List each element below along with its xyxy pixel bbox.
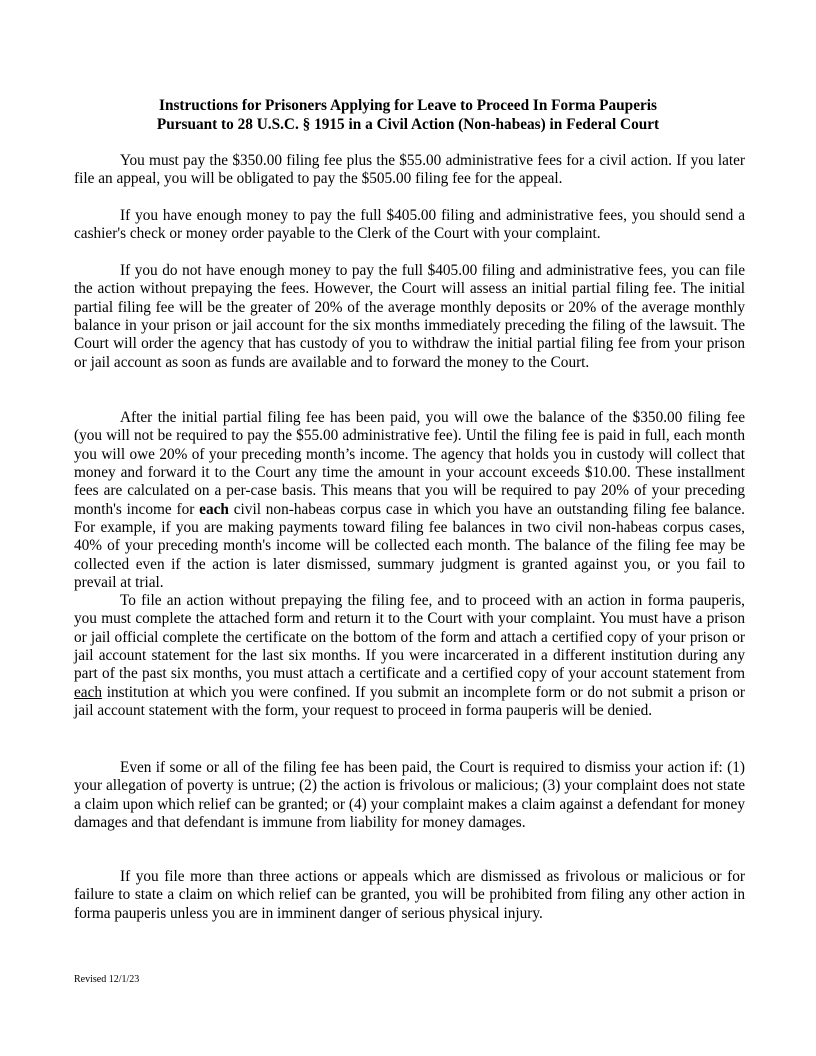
paragraph-full-payment: If you have enough money to pay the full $405.00 filing and administrative fees, you should send a cashier's check or money order payable to the Clerk of the Court with your complaint.: [74, 207, 745, 243]
paragraph-initial-partial-fee: If you do not have enough money to pay the full $405.00 filing and administrative fees, you can file the action without prepaying the fees. However, the Court will assess an initial partial filing fee. The initial partial filing fee will be the greater of 20% of the average monthly deposits or 20% of the average monthly balance in your prison or jail account for the six months immediately preceding the filing of the lawsuit. The Court will order the agency that has custody of you to withdraw the initial partial filing fee from your prison or jail account as soon as funds are available and to forward the money to the Court.: [74, 262, 745, 371]
text: institution at which you were confined. If you submit an incomplete form or do not submit a prison or jail account statement with the form, your request to proceed in forma pauperis will be denied.: [74, 683, 745, 720]
text: civil non-habeas corpus case in which you have an outstanding filing fee balance. For example, if you are making payments toward filing fee balances in two civil non-habeas corpus cases, 40% of your preceding month's income will be collected each month. The balance of the filing fee may be collected even if the action is later dismissed, summary judgment is granted against you, or you fail to prevail at trial.: [74, 500, 745, 592]
paragraph-three-strikes: If you file more than three actions or appeals which are dismissed as frivolous or malicious or for failure to state a claim on which relief can be granted, you will be prohibited from filing any other action in forma pauperis unless you are in imminent danger of serious physical injury.: [74, 868, 745, 922]
text: To file an action without prepaying the filing fee, and to proceed with an action in forma pauperis, you must complete the attached form and return it to the Court with your complaint. You must have a prison or jail official complete the certificate on the bottom of the form and attach a certified copy of your prison or jail account statement for the last six months. If you were incarcerated in a different institution during any part of the past six months, you must attach a certificate and a certified copy of your account statement from: [74, 592, 745, 683]
emphasis-each: each: [199, 500, 229, 518]
paragraph-dismissal: Even if some or all of the filing fee has been paid, the Court is required to dismiss your action if: (1) your allegation of poverty is untrue; (2) the action is frivolous or malicious; (3) your complaint does not state a claim upon which relief can be granted; or (4) your complaint makes a claim against a defendant for money damages and that defendant is immune from liability for money damages.: [74, 759, 745, 832]
paragraph-how-to-file: [74, 592, 745, 720]
revision-date: Revised 12/1/23: [74, 974, 140, 985]
paragraph-filing-fee: You must pay the $350.00 filing fee plus the $55.00 administrative fees for a civil action. If you later file an appeal, you will be obligated to pay the $505.00 filing fee for the appeal.: [74, 152, 745, 188]
text: After the initial partial filing fee has been paid, you will owe the balance of the $350.00 filing fee (you will not be required to pay the $55.00 administrative fee). Until the filing fee is paid in full, each month you will owe 20% of your preceding month’s income. The agency that holds you in custody will collect that money and forward it to the Court any time the amount in your account exceeds $10.00. These installment fees are calculated on a per-case basis. This means that you will be required to pay 20% of your preceding month's income for: [74, 409, 745, 518]
title-line-2: Pursuant to 28 U.S.C. § 1915 in a Civil Action (Non-habeas) in Federal Court: [156, 116, 660, 133]
emphasis-each: each: [74, 683, 103, 701]
title-line-1: Instructions for Prisoners Applying for Leave to Proceed In Forma Pauperis: [159, 97, 657, 114]
document-title: [60, 96, 756, 134]
paragraph-installments: [74, 409, 745, 592]
